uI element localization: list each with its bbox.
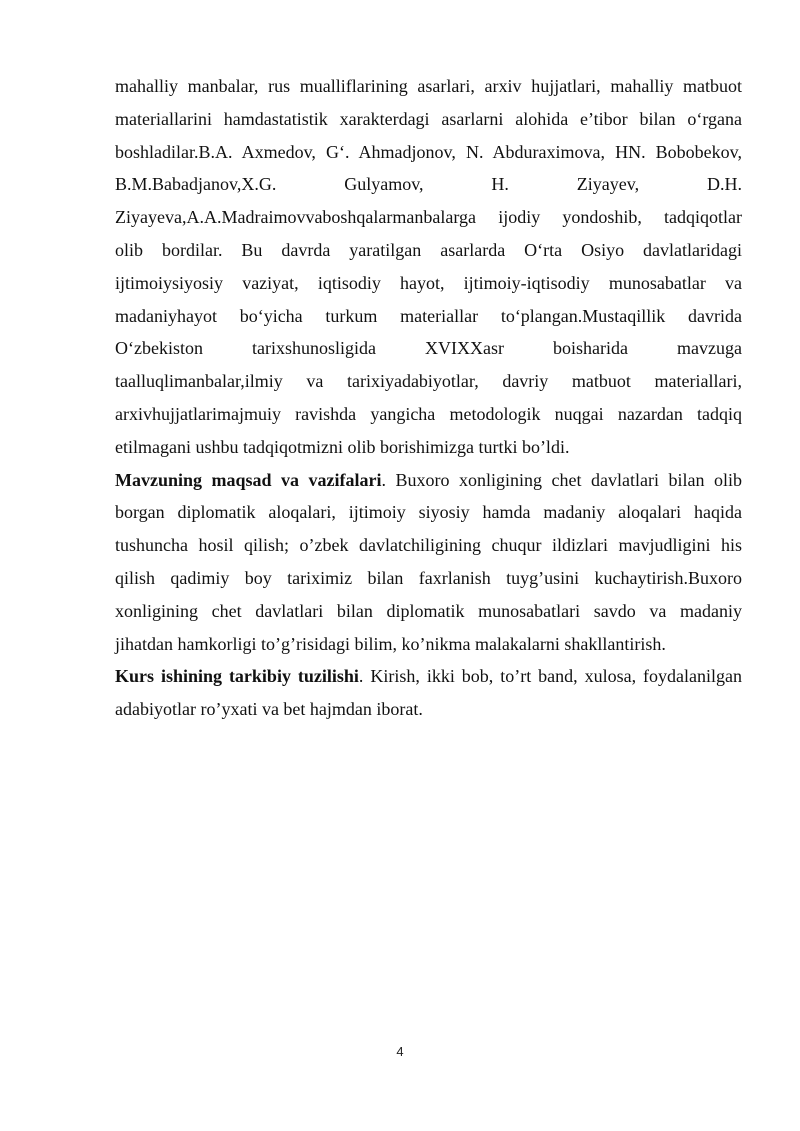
text-line: Ziyayeva,A.A.Madraimovvaboshqalarmanbalarga ijodiy yondoshib, tadqiqotlar (115, 207, 742, 228)
text-line: arxivhujjatlarimajmuiy ravishda yangicha metodologik nuqgai nazardan tadqiq (115, 403, 742, 424)
document-body (115, 70, 742, 726)
heading-line-rest: . Kirish, ikki bob, to’rt band, xulosa, foydalanilgan (358, 666, 742, 687)
text-line (115, 660, 742, 693)
text-line: mahalliy manbalar, rus mualliflarining asarlari, arxiv hujjatlari, mahalliy matbuot (115, 76, 742, 96)
section-heading-goals: Mavzuning maqsad va vazifalari (115, 469, 382, 490)
text-line: boshladilar.B.A. Axmedov, G‘. Ahmadjonov, N. Abduraximova, HN. Bobobekov, (115, 141, 742, 162)
paragraph-sources-review (115, 70, 742, 464)
text-line: borgan diplomatik aloqalari, ijtimoiy siyosiy hamda madaniy aloqalari haqida (115, 502, 742, 523)
text-line: O‘zbekiston tarixshunosligida XVIXXasr boisharida mavzuga (115, 338, 742, 359)
text-line: jihatdan hamkorligi to’g’risidagi bilim, ko’nikma malakalarni shakllantirish. (115, 633, 666, 654)
text-line: taalluqlimanbalar,ilmiy va tarixiyadabiyotlar, davriy matbuot materiallari, (115, 371, 742, 392)
text-line: adabiyotlar ro’yxati va bet hajmdan iborat. (115, 699, 423, 720)
text-line: B.M.Babadjanov,X.G. Gulyamov, H. Ziyayev, D.H. (115, 174, 742, 195)
text-line: tushuncha hosil qilish; o’zbek davlatchiligining chuqur ildizlari mavjudligini his (115, 535, 742, 556)
paragraph-goals-and-tasks (115, 464, 742, 661)
text-line: xonligining chet davlatlari bilan diplomatik munosabatlari savdo va madaniy (115, 600, 742, 621)
section-heading-structure: Kurs ishining tarkibiy tuzilishi (115, 666, 359, 687)
paragraph-structure (115, 660, 742, 726)
text-line: madaniyhayot bo‘yicha turkum materiallar to‘plangan.Mustaqillik davrida (115, 305, 742, 326)
text-line: ijtimoiysiyosiy vaziyat, iqtisodiy hayot, ijtimoiy-iqtisodiy munosabatlar va (115, 272, 742, 293)
text-line: etilmagani ushbu tadqiqotmizni olib borishimizga turtki bo’ldi. (115, 436, 570, 457)
page-number: 4 (396, 1044, 404, 1059)
text-line: olib bordilar. Bu davrda yaratilgan asarlarda O‘rta Osiyo davlatlaridagi (115, 239, 742, 260)
text-line: materiallarini hamdastatistik xarakterdagi asarlarni alohida e’tibor bilan o‘rgana (115, 108, 742, 129)
heading-line-rest: . Buxoro xonligining chet davlatlari bilan olib (381, 469, 742, 490)
text-line: qilish qadimiy boy tariximiz bilan faxrlanish tuyg’usini kuchaytirish.Buxoro (115, 567, 742, 588)
text-line (115, 464, 742, 497)
